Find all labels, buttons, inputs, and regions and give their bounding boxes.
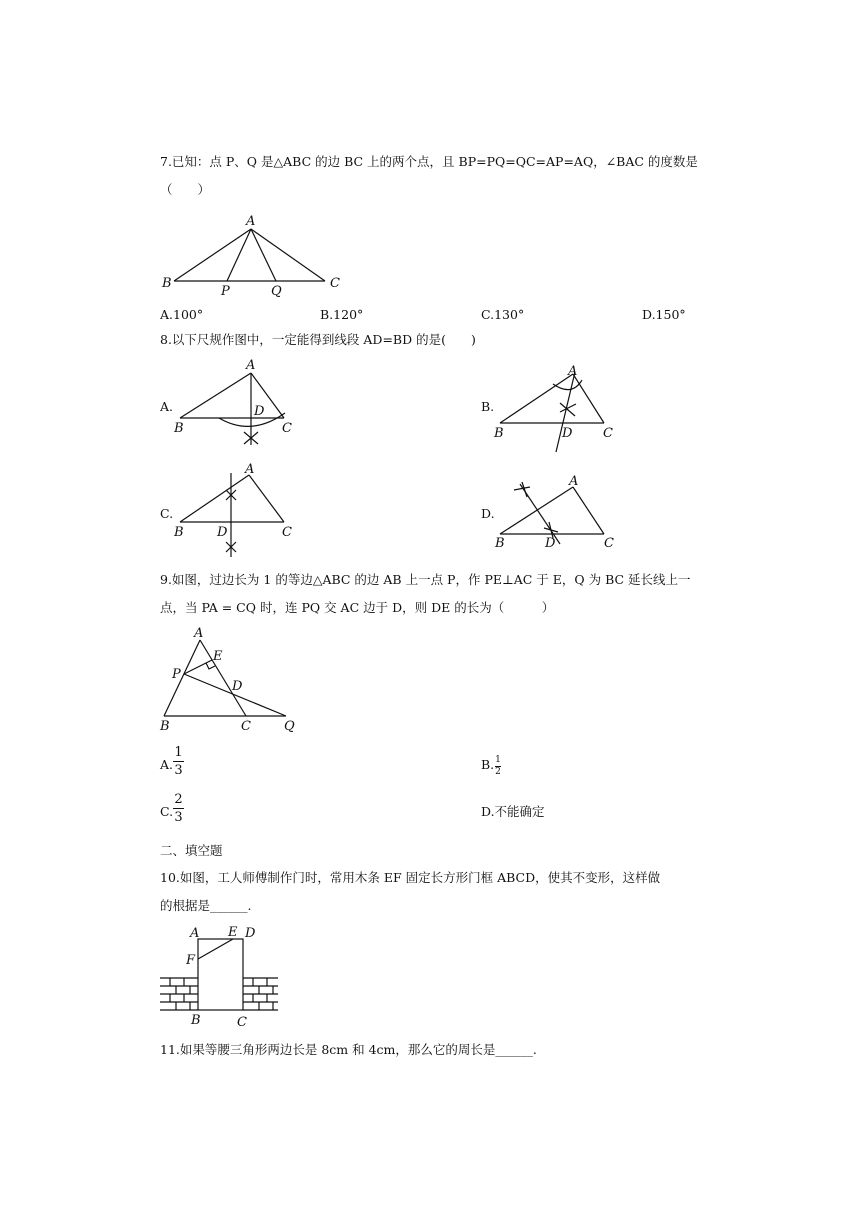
q9-label-E: E	[213, 649, 223, 664]
q9-option-b-numerator: 1	[495, 755, 501, 765]
q9-label-A: A	[194, 626, 204, 641]
q8c-label-B: B	[174, 525, 184, 540]
q8b-label-C: C	[603, 426, 613, 441]
q7-label-P: P	[221, 284, 230, 299]
q9-option-b-denominator: 2	[495, 767, 501, 777]
q8-option-a: A.	[160, 399, 174, 414]
q7-option-b: B.120°	[320, 307, 364, 322]
q10-label-E: E	[228, 925, 238, 940]
q8d-label-A: A	[569, 474, 579, 489]
section-heading: 二、填空题	[160, 843, 223, 858]
q8a-label-A: A	[246, 358, 256, 373]
q7-stem-line1: 7.已知：点 P、Q 是△ABC 的边 BC 上的两个点，且 BP=PQ=QC=AP=AQ，∠BAC 的度数是	[160, 154, 698, 169]
q9-option-b-prefix: B.	[481, 757, 495, 772]
q9-option-c-numerator: 2	[174, 792, 183, 807]
q9-label-D: D	[232, 679, 243, 694]
q9-stem-line2: 点，当 PA = CQ 时，连 PQ 交 AC 边于 D，则 DE 的长为（ ）	[160, 600, 555, 615]
q8c-label-D: D	[217, 525, 228, 540]
q9-label-P: P	[172, 667, 181, 682]
q8b-label-D: D	[562, 426, 573, 441]
q10-stem-line1: 10.如图，工人师傅制作门时，常用木条 EF 固定长方形门框 ABCD，使其不变形，这样做	[160, 870, 661, 885]
q7-option-d: D.150°	[642, 307, 686, 322]
q8a-label-B: B	[174, 421, 184, 436]
q8-option-d: D.	[481, 506, 495, 521]
q8c-label-C: C	[282, 525, 292, 540]
q10-label-A: A	[190, 926, 200, 941]
q9-stem-line1: 9.如图，过边长为 1 的等边△ABC 的边 AB 上一点 P，作 PE⊥AC 于 E，Q 为 BC 延长线上一	[160, 572, 691, 587]
q7-label-B: B	[162, 276, 172, 291]
q8-stem: 8.以下尺规作图中，一定能得到线段 AD=BD 的是( )	[160, 332, 476, 347]
q8b-label-A: A	[568, 364, 578, 379]
q9-option-a-numerator: 1	[174, 745, 183, 760]
q7-label-A: A	[246, 214, 256, 229]
q7-option-c: C.130°	[481, 307, 525, 322]
q9-option-d: D.不能确定	[481, 804, 545, 819]
q9-label-C: C	[241, 719, 251, 734]
q9-option-a-denominator: 3	[174, 763, 183, 778]
q10-label-C: C	[237, 1015, 247, 1030]
q9-label-B: B	[160, 719, 170, 734]
q10-label-B: B	[191, 1013, 201, 1028]
q9-option-c-denominator: 3	[174, 810, 183, 825]
q7-label-Q: Q	[271, 284, 282, 299]
q8d-label-B: B	[495, 536, 505, 551]
q9-label-Q: Q	[284, 719, 295, 734]
q8c-label-A: A	[245, 462, 255, 477]
q9-option-a-prefix: A.	[160, 757, 174, 772]
q8b-label-B: B	[494, 426, 504, 441]
q7-option-a: A.100°	[160, 307, 204, 322]
q11-stem: 11.如果等腰三角形两边长是 8cm 和 4cm，那么它的周长是______.	[160, 1042, 537, 1057]
q8-option-b: B.	[481, 399, 495, 414]
q8d-label-C: C	[604, 536, 614, 551]
q8a-label-C: C	[282, 421, 292, 436]
q7-label-C: C	[330, 276, 340, 291]
q10-stem-line2: 的根据是______.	[160, 898, 252, 913]
q8d-label-D: D	[545, 536, 556, 551]
q9-option-c-prefix: C.	[160, 804, 174, 819]
q10-label-D: D	[245, 926, 256, 941]
q7-stem-line2: （ ）	[160, 182, 211, 197]
q8a-label-D: D	[254, 404, 265, 419]
q8-option-c: C.	[160, 506, 174, 521]
q10-label-F: F	[186, 953, 196, 968]
